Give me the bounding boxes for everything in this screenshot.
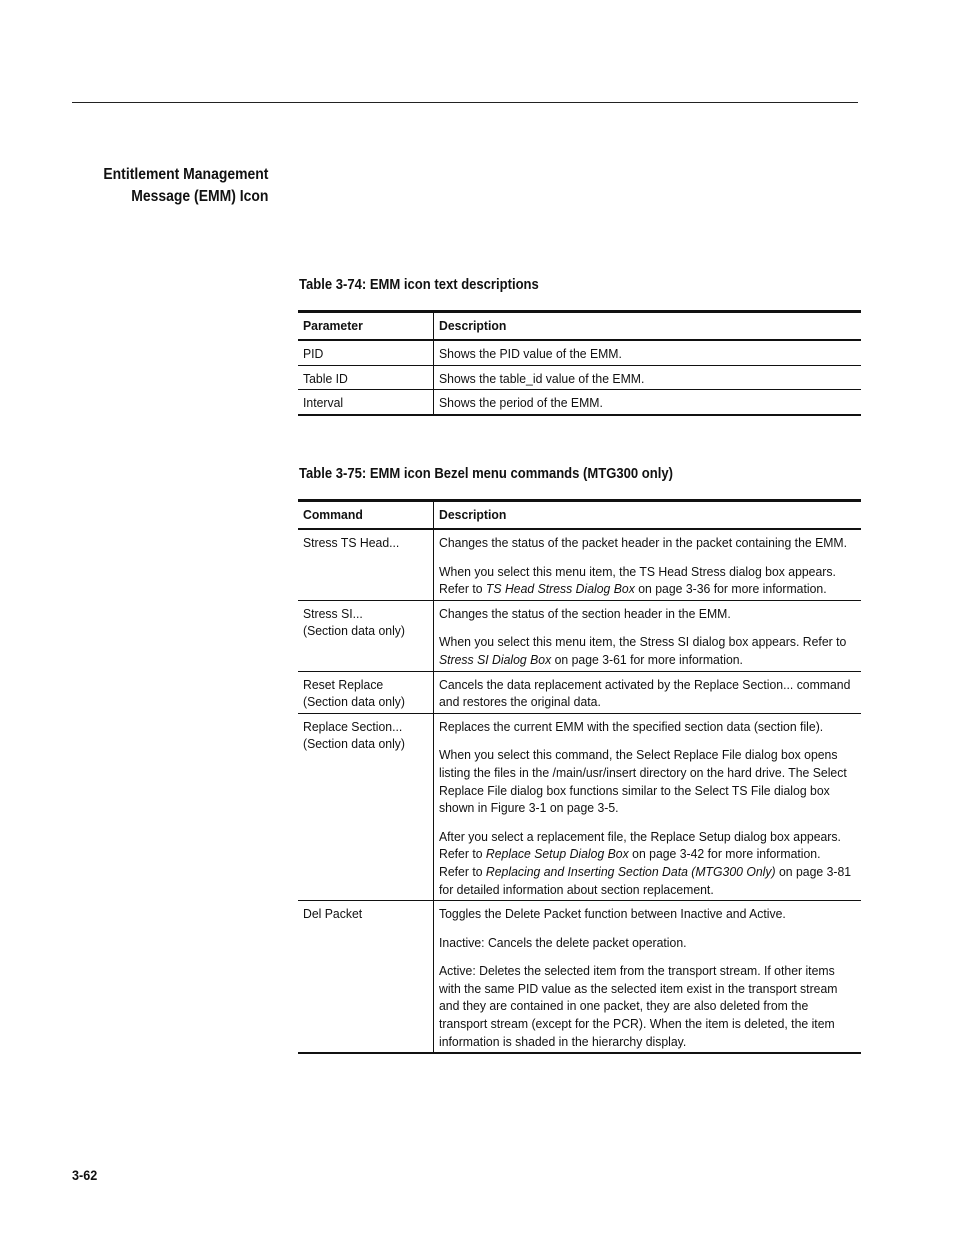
cross-reference: Replacing and Inserting Section Data (MTG300 Only): [485, 863, 776, 879]
table-header-row: [298, 312, 861, 341]
description-cell: [434, 671, 862, 713]
table-row: [298, 529, 861, 600]
command-line: Reset Replace: [303, 676, 384, 692]
table-row: [298, 365, 861, 390]
text-run: Replaces the current EMM with the specified section data (section file).: [439, 718, 824, 734]
command-cell: [298, 671, 434, 713]
page-number: 3-62: [72, 1167, 98, 1183]
command-line: (Section data only): [303, 623, 406, 639]
description-paragraph: [439, 746, 852, 816]
table-row: [298, 600, 861, 671]
table-header-row: [298, 501, 861, 530]
command-line: (Section data only): [303, 736, 406, 752]
table-caption: Table 3-74: EMM icon text descriptions: [299, 277, 539, 293]
description-paragraph: [439, 934, 852, 952]
text-run: After you select a replacement file, the Replace Setup dialog box appears. Refer to: [439, 828, 841, 862]
emm-text-descriptions-table: [298, 310, 861, 416]
command-line: Stress SI...: [303, 605, 363, 621]
text-run: on page 3-61 for more information.: [551, 651, 743, 667]
column-header: Description: [434, 501, 862, 530]
table-row: [298, 671, 861, 713]
command-line: (Section data only): [303, 694, 406, 710]
description-paragraph: [439, 563, 852, 598]
description-paragraph: [439, 534, 852, 552]
section-heading-line: Message (EMM) Icon: [130, 188, 268, 205]
description-paragraph: [439, 676, 852, 711]
parameter-cell: PID: [298, 340, 434, 365]
table-row: [298, 713, 861, 900]
command-line: Del Packet: [303, 906, 363, 922]
description-paragraph: [439, 605, 852, 623]
command-cell: [298, 529, 434, 600]
description-cell: [434, 713, 862, 900]
description-paragraph: [439, 828, 852, 898]
column-header: Command: [298, 501, 434, 530]
text-run: Toggles the Delete Packet function between Inactive and Active.: [439, 906, 786, 922]
parameter-cell: Interval: [298, 390, 434, 415]
section-heading-line: Entitlement Management: [102, 166, 268, 183]
description-paragraph: [439, 905, 852, 923]
command-cell: [298, 600, 434, 671]
description-cell: [434, 901, 862, 1054]
description-cell: Shows the PID value of the EMM.: [434, 340, 862, 365]
text-run: on page 3-36 for more information.: [634, 581, 827, 597]
emm-bezel-commands-table: [298, 499, 861, 1054]
column-header: Description: [434, 312, 862, 341]
table-row: [298, 340, 861, 365]
header-rule: [72, 102, 858, 103]
description-cell: Shows the period of the EMM.: [434, 390, 862, 415]
section-heading: [103, 164, 268, 208]
text-run: Changes the status of the section header in the EMM.: [439, 605, 731, 621]
description-paragraph: [439, 718, 852, 736]
text-run: on page 3-81 for detailed information about section replacement.: [439, 863, 852, 897]
table-caption: Table 3-75: EMM icon Bezel menu commands (MTG300 only): [299, 466, 673, 482]
description-cell: [434, 600, 862, 671]
description-paragraph: [439, 962, 852, 1050]
table-row: [298, 901, 861, 1054]
text-run: Inactive: Cancels the delete packet operation.: [439, 934, 687, 950]
parameter-cell: Table ID: [298, 365, 434, 390]
table-row: [298, 390, 861, 415]
text-run: When you select this menu item, the Stress SI dialog box appears. Refer to: [439, 634, 847, 650]
cross-reference: Stress SI Dialog Box: [439, 651, 552, 667]
description-cell: Shows the table_id value of the EMM.: [434, 365, 862, 390]
text-run: When you select this menu item, the TS Head Stress dialog box appears. Refer to: [439, 563, 836, 597]
cross-reference: TS Head Stress Dialog Box: [485, 581, 635, 597]
cross-reference: Replace Setup Dialog Box: [485, 846, 629, 862]
command-line: Replace Section...: [303, 718, 403, 734]
text-run: on page 3-42 for more information. Refer to: [439, 846, 821, 879]
text-run: Cancels the data replacement activated by the Replace Section... command and restores the original data.: [439, 676, 851, 710]
command-cell: [298, 901, 434, 1054]
text-run: Active: Deletes the selected item from the transport stream. If other items with the same PID value as the selected item exist in the transport stream and they are contained in one packet, they are also deleted from the transport stream (except for the PCR). When the item is deleted, the item information is shaded in the hierarchy display.: [439, 963, 838, 1049]
text-run: Changes the status of the packet header in the packet containing the EMM.: [439, 535, 848, 550]
column-header: Parameter: [298, 312, 434, 341]
text-run: When you select this command, the Select Replace File dialog box opens listing the files in the /main/usr/insert directory on the hard drive. The Select Replace File dialog box functions similar to the Select TS File dialog box shown in Figure 3-1 on page 3-5.: [439, 747, 847, 816]
command-cell: [298, 713, 434, 900]
description-paragraph: [439, 633, 852, 668]
command-line: Stress TS Head...: [303, 535, 400, 550]
description-cell: [434, 529, 862, 600]
